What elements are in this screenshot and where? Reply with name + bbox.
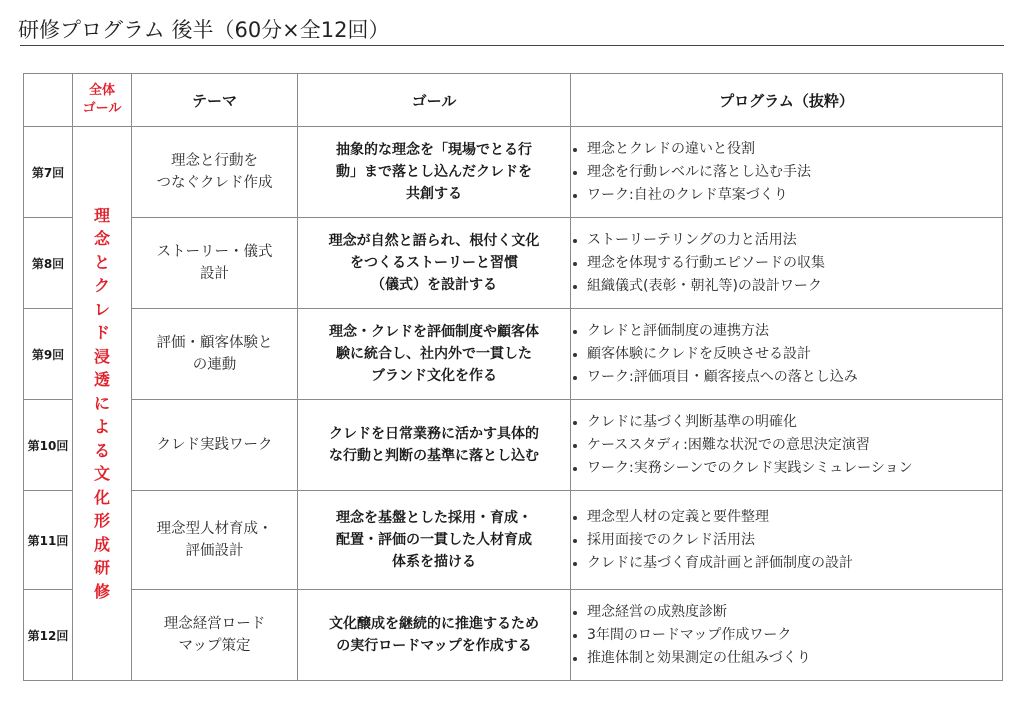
goal-cell: [298, 309, 571, 400]
theme-cell: [132, 491, 298, 590]
program-cell: [571, 400, 1003, 491]
overall-goal-char: 形: [93, 511, 110, 531]
goal-line: な行動と判断の基準に落とし込む: [329, 448, 539, 464]
program-cell: [571, 590, 1003, 681]
program-item: ワーク:自社のクレド草案づくり: [571, 184, 1002, 207]
program-item: 推進体制と効果測定の仕組みづくり: [571, 647, 1002, 670]
goal-line: 体系を描ける: [392, 554, 476, 570]
goal-line: クレドを日常業務に活かす具体的: [329, 426, 539, 442]
goal-cell: [298, 491, 571, 590]
overall-goal-char: る: [93, 440, 110, 460]
program-item: クレドと評価制度の連携方法: [571, 320, 1002, 343]
overall-goal-char: 成: [93, 534, 110, 554]
goal-line: 験に統合し、社内外で一貫した: [336, 346, 532, 362]
theme-line: 理念型人材育成・: [156, 521, 273, 537]
header-overall-goal-line2: ゴール: [82, 101, 122, 116]
header-session: [24, 74, 73, 127]
overall-goal-vertical: [73, 127, 132, 681]
overall-goal-char: ド: [93, 323, 110, 343]
session-label: 第10回: [24, 400, 73, 491]
theme-line: 理念と行動を: [171, 153, 258, 169]
overall-goal-char: 念: [93, 229, 110, 249]
program-item: 組織儀式(表彰・朝礼等)の設計ワーク: [571, 275, 1002, 298]
header-program: プログラム（抜粋）: [571, 74, 1003, 127]
program-item: 理念とクレドの違いと役割: [571, 138, 1002, 161]
goal-cell: [298, 400, 571, 491]
program-item: クレドに基づく育成計画と評価制度の設計: [571, 552, 1002, 575]
overall-goal-char: 透: [93, 370, 110, 390]
overall-goal-char: 文: [93, 464, 110, 484]
program-item: 3年間のロードマップ作成ワーク: [571, 624, 1002, 647]
goal-line: 抽象的な理念を「現場でとる行: [336, 142, 532, 158]
program-item: 理念型人材の定義と要件整理: [571, 506, 1002, 529]
program-cell: [571, 491, 1003, 590]
program-item: 顧客体験にクレドを反映させる設計: [571, 343, 1002, 366]
page-title: 研修プログラム 後半（60分×全12回）: [18, 18, 390, 42]
goal-line: 共創する: [406, 186, 462, 202]
theme-line: 理念経営ロード: [163, 616, 266, 632]
session-label: 第7回: [24, 127, 73, 218]
goal-line: 理念が自然と語られ、根付く文化: [328, 233, 540, 249]
goal-line: 配置・評価の一貫した人材育成: [336, 532, 532, 548]
theme-line: マップ策定: [178, 638, 251, 654]
overall-goal-char: レ: [93, 299, 110, 319]
overall-goal-char: に: [93, 393, 110, 413]
overall-goal-char: と: [93, 252, 110, 272]
overall-goal-char: 化: [93, 487, 110, 507]
goal-cell: [298, 590, 571, 681]
theme-line: クレド実践ワーク: [156, 437, 273, 453]
goal-cell: [298, 218, 571, 309]
title-divider: [20, 45, 1004, 46]
table-row: [24, 400, 1003, 491]
program-table: [23, 73, 1003, 681]
table-row: [24, 309, 1003, 400]
overall-goal-char: ク: [93, 276, 110, 296]
goal-line: をつくるストーリーと習慣: [350, 255, 518, 271]
overall-goal-char: 修: [93, 581, 110, 601]
overall-goal-char: よ: [93, 417, 110, 437]
session-label: 第8回: [24, 218, 73, 309]
theme-line: 評価・顧客体験と: [156, 335, 273, 351]
program-item: ワーク:実務シーンでのクレド実践シミュレーション: [571, 457, 1002, 480]
goal-line: の実行ロードマップを作成する: [336, 638, 532, 654]
session-label: 第9回: [24, 309, 73, 400]
program-item: 理念を体現する行動エピソードの収集: [571, 252, 1002, 275]
theme-line: の連動: [192, 357, 237, 373]
overall-goal-char: 理: [93, 205, 110, 225]
table-row: [24, 218, 1003, 309]
table-row: [24, 590, 1003, 681]
table-row: [24, 491, 1003, 590]
program-item: 採用面接でのクレド活用法: [571, 529, 1002, 552]
program-item: ケーススタディ:困難な状況での意思決定演習: [571, 434, 1002, 457]
theme-line: 評価設計: [185, 543, 244, 559]
header-theme: テーマ: [132, 74, 298, 127]
program-item: クレドに基づく判断基準の明確化: [571, 411, 1002, 434]
program-item: ストーリーテリングの力と活用法: [571, 229, 1002, 252]
theme-cell: [132, 400, 298, 491]
theme-cell: [132, 218, 298, 309]
theme-cell: [132, 127, 298, 218]
table-header-row: [24, 74, 1003, 127]
goal-line: 動」まで落とし込んだクレドを: [336, 164, 532, 180]
goal-line: （儀式）を設計する: [371, 277, 497, 293]
program-item: 理念経営の成熟度診断: [571, 601, 1002, 624]
goal-line: ブランド文化を作る: [371, 368, 497, 384]
theme-line: つなぐクレド作成: [156, 175, 273, 191]
theme-line: ストーリー・儀式: [156, 244, 273, 260]
theme-line: 設計: [200, 266, 229, 282]
goal-line: 理念を基盤とした採用・育成・: [336, 510, 532, 526]
header-goal: ゴール: [298, 74, 571, 127]
theme-cell: [132, 309, 298, 400]
program-cell: [571, 309, 1003, 400]
program-item: ワーク:評価項目・顧客接点への落とし込み: [571, 366, 1002, 389]
overall-goal-char: 研: [93, 558, 110, 578]
header-overall-goal: [73, 74, 132, 127]
session-label: 第12回: [24, 590, 73, 681]
program-item: 理念を行動レベルに落とし込む手法: [571, 161, 1002, 184]
goal-line: 文化醸成を継続的に推進するため: [329, 616, 539, 632]
program-cell: [571, 127, 1003, 218]
theme-cell: [132, 590, 298, 681]
table-row: [24, 127, 1003, 218]
goal-line: 理念・クレドを評価制度や顧客体: [329, 324, 539, 340]
header-overall-goal-line1: 全体: [88, 83, 115, 98]
session-label: 第11回: [24, 491, 73, 590]
goal-cell: [298, 127, 571, 218]
overall-goal-char: 浸: [93, 346, 110, 366]
program-cell: [571, 218, 1003, 309]
